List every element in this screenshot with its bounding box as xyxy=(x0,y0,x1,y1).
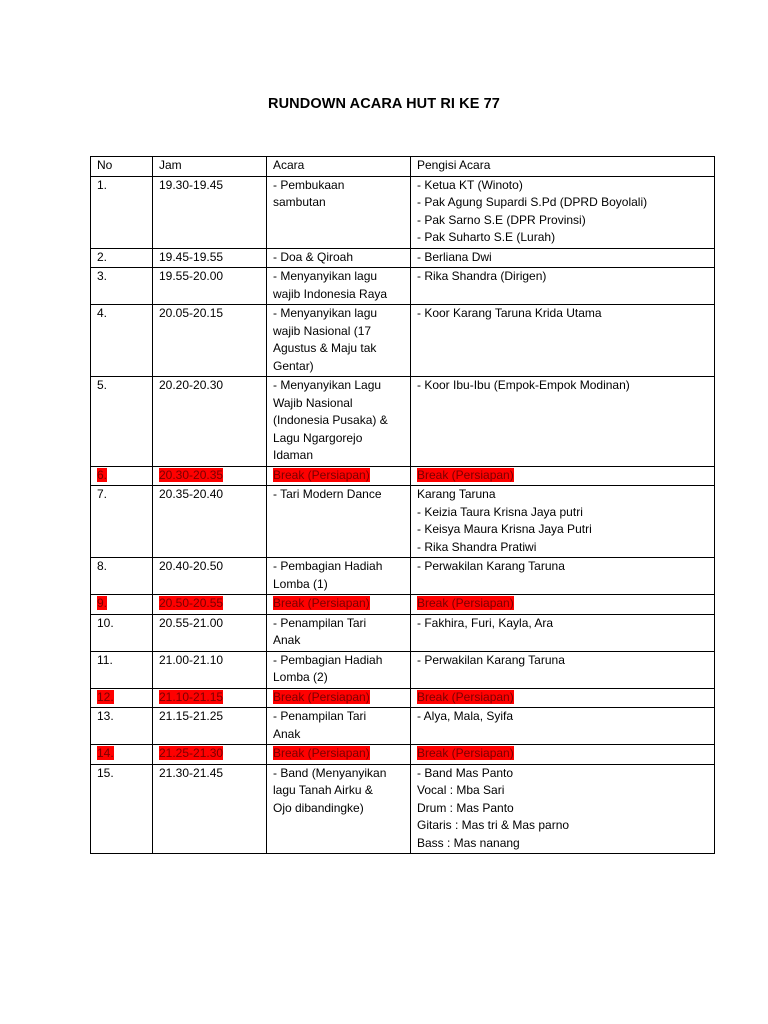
cell-acara xyxy=(267,614,411,651)
cell-acara xyxy=(267,708,411,745)
cell-acara xyxy=(267,377,411,467)
time-range: 21.10-21.15 xyxy=(159,689,224,704)
acara-text: - Pembagian Hadiah xyxy=(273,652,383,667)
cell-pengisi-acara xyxy=(411,466,715,486)
pengisi-text: Gitaris : Mas tri & Mas parno xyxy=(417,818,570,832)
row-number: 9. xyxy=(97,596,108,610)
table-row xyxy=(91,248,715,268)
acara-text: - Penampilan Tari xyxy=(273,615,367,630)
cell-pengisi-acara xyxy=(411,248,715,268)
cell-acara xyxy=(267,595,411,615)
cell-no xyxy=(91,595,153,615)
table-row xyxy=(91,764,715,854)
pengisi-text: - Pak Agung Supardi S.Pd (DPRD Boyolali) xyxy=(417,195,648,209)
cell-no xyxy=(91,764,153,854)
cell-pengisi-acara xyxy=(411,558,715,595)
cell-jam xyxy=(153,651,267,688)
row-number: 3. xyxy=(97,269,108,283)
cell-no xyxy=(91,745,153,765)
time-range: 19.30-19.45 xyxy=(159,177,224,192)
acara-text: - Menyanyikan Lagu xyxy=(273,378,382,392)
cell-jam xyxy=(153,248,267,268)
header-jam: Jam xyxy=(153,157,267,177)
cell-acara xyxy=(267,248,411,268)
cell-no xyxy=(91,558,153,595)
cell-no xyxy=(91,377,153,467)
table-row-break xyxy=(91,595,715,615)
cell-pengisi-acara xyxy=(411,595,715,615)
acara-text: - Menyanyikan lagu xyxy=(273,306,378,320)
header-no: No xyxy=(91,157,153,177)
cell-jam xyxy=(153,745,267,765)
acara-text: Break (Persiapan) xyxy=(273,467,370,482)
row-number: 10. xyxy=(97,615,114,630)
cell-acara xyxy=(267,651,411,688)
table-header-row xyxy=(91,157,715,177)
pengisi-text: - Rika Shandra (Dirigen) xyxy=(417,269,547,283)
time-range: 19.55-20.00 xyxy=(159,269,224,283)
pengisi-text: - Keisya Maura Krisna Jaya Putri xyxy=(417,522,592,536)
pengisi-text: - Fakhira, Furi, Kayla, Ara xyxy=(417,615,554,630)
acara-text: Wajib Nasional xyxy=(273,395,353,410)
cell-acara xyxy=(267,688,411,708)
pengisi-text: - Koor Karang Taruna Krida Utama xyxy=(417,306,602,320)
time-range: 20.05-20.15 xyxy=(159,306,224,320)
cell-acara xyxy=(267,268,411,305)
cell-jam xyxy=(153,486,267,558)
row-number: 4. xyxy=(97,306,108,320)
pengisi-text: - Pak Suharto S.E (Lurah) xyxy=(417,230,556,244)
time-range: 20.20-20.30 xyxy=(159,378,224,392)
table-row xyxy=(91,486,715,558)
time-range: 20.35-20.40 xyxy=(159,487,224,501)
pengisi-text: - Ketua KT (Winoto) xyxy=(417,177,523,192)
cell-jam xyxy=(153,764,267,854)
table-row xyxy=(91,176,715,248)
cell-acara xyxy=(267,176,411,248)
acara-text: Anak xyxy=(273,633,301,647)
table-row xyxy=(91,305,715,377)
acara-text: Lomba (1) xyxy=(273,576,328,591)
pengisi-text: - Perwakilan Karang Taruna xyxy=(417,652,565,667)
cell-no xyxy=(91,248,153,268)
cell-acara xyxy=(267,745,411,765)
acara-text: Gentar) xyxy=(273,358,314,373)
cell-pengisi-acara xyxy=(411,377,715,467)
cell-no xyxy=(91,708,153,745)
pengisi-text: - Keizia Taura Krisna Jaya putri xyxy=(417,504,583,519)
acara-text: Agustus & Maju tak xyxy=(273,341,377,355)
cell-jam xyxy=(153,688,267,708)
cell-acara xyxy=(267,764,411,854)
table-body xyxy=(91,176,715,854)
pengisi-text: Bass : Mas nanang xyxy=(417,835,520,850)
cell-jam xyxy=(153,377,267,467)
pengisi-text: - Rika Shandra Pratiwi xyxy=(417,539,537,554)
row-number: 15. xyxy=(97,765,114,780)
table-row xyxy=(91,558,715,595)
row-number: 12. xyxy=(97,689,114,704)
pengisi-text: Vocal : Mba Sari xyxy=(417,783,505,797)
pengisi-text: Break (Persiapan) xyxy=(417,467,514,482)
cell-acara xyxy=(267,486,411,558)
acara-text: Lagu Ngargorejo xyxy=(273,430,363,445)
cell-acara xyxy=(267,466,411,486)
acara-text: (Indonesia Pusaka) & xyxy=(273,413,388,427)
cell-no xyxy=(91,651,153,688)
cell-no xyxy=(91,305,153,377)
acara-text: wajib Nasional (17 xyxy=(273,323,372,338)
time-range: 21.15-21.25 xyxy=(159,709,224,723)
table-row-break xyxy=(91,745,715,765)
acara-text: Break (Persiapan) xyxy=(273,746,370,760)
pengisi-text: - Koor Ibu-Ibu (Empok-Empok Modinan) xyxy=(417,378,630,392)
time-range: 21.00-21.10 xyxy=(159,652,224,667)
table-row-break xyxy=(91,688,715,708)
row-number: 13. xyxy=(97,709,114,723)
acara-text: - Menyanyikan lagu xyxy=(273,269,378,283)
table-row-break xyxy=(91,466,715,486)
time-range: 20.55-21.00 xyxy=(159,615,224,630)
cell-jam xyxy=(153,595,267,615)
acara-text: Idaman xyxy=(273,448,314,462)
cell-pengisi-acara xyxy=(411,268,715,305)
rundown-table xyxy=(90,156,715,854)
cell-no xyxy=(91,268,153,305)
cell-no xyxy=(91,176,153,248)
cell-pengisi-acara xyxy=(411,688,715,708)
cell-pengisi-acara xyxy=(411,745,715,765)
cell-acara xyxy=(267,305,411,377)
table-row xyxy=(91,708,715,745)
row-number: 1. xyxy=(97,177,108,192)
cell-pengisi-acara xyxy=(411,486,715,558)
cell-pengisi-acara xyxy=(411,764,715,854)
acara-text: lagu Tanah Airku & xyxy=(273,783,373,797)
pengisi-text: Drum : Mas Panto xyxy=(417,800,514,815)
time-range: 20.30-20.35 xyxy=(159,467,224,482)
cell-jam xyxy=(153,708,267,745)
acara-text: Break (Persiapan) xyxy=(273,596,370,610)
acara-text: - Pembagian Hadiah xyxy=(273,559,383,573)
cell-no xyxy=(91,466,153,486)
table-row xyxy=(91,268,715,305)
cell-no xyxy=(91,486,153,558)
row-number: 14. xyxy=(97,746,114,760)
pengisi-text: Break (Persiapan) xyxy=(417,596,514,610)
pengisi-text: - Band Mas Panto xyxy=(417,765,514,780)
pengisi-text: Break (Persiapan) xyxy=(417,689,514,704)
acara-text: Ojo dibandingke) xyxy=(273,800,364,815)
acara-text: - Pembukaan xyxy=(273,177,345,192)
time-range: 20.40-20.50 xyxy=(159,559,224,573)
cell-acara xyxy=(267,558,411,595)
cell-pengisi-acara xyxy=(411,176,715,248)
cell-pengisi-acara xyxy=(411,614,715,651)
cell-no xyxy=(91,688,153,708)
row-number: 5. xyxy=(97,378,108,392)
table-row xyxy=(91,651,715,688)
acara-text: Break (Persiapan) xyxy=(273,689,370,704)
page-title: RUNDOWN ACARA HUT RI KE 77 xyxy=(268,96,500,112)
pengisi-text: Karang Taruna xyxy=(417,487,496,501)
cell-jam xyxy=(153,558,267,595)
row-number: 6. xyxy=(97,467,108,482)
cell-jam xyxy=(153,614,267,651)
acara-text: wajib Indonesia Raya xyxy=(273,286,388,301)
acara-text: Anak xyxy=(273,726,301,741)
table-row xyxy=(91,614,715,651)
time-range: 21.30-21.45 xyxy=(159,765,224,780)
acara-text: - Penampilan Tari xyxy=(273,709,367,723)
cell-pengisi-acara xyxy=(411,708,715,745)
pengisi-text: Break (Persiapan) xyxy=(417,746,514,760)
cell-jam xyxy=(153,466,267,486)
header-pengisi-acara: Pengisi Acara xyxy=(411,157,715,177)
pengisi-text: - Alya, Mala, Syifa xyxy=(417,709,514,723)
acara-text: - Doa & Qiroah xyxy=(273,249,354,264)
pengisi-text: - Pak Sarno S.E (DPR Provinsi) xyxy=(417,212,586,227)
cell-jam xyxy=(153,268,267,305)
acara-text: sambutan xyxy=(273,195,326,209)
time-range: 21.25-21.30 xyxy=(159,746,224,760)
time-range: 19.45-19.55 xyxy=(159,249,224,264)
row-number: 2. xyxy=(97,249,108,264)
time-range: 20.50-20.55 xyxy=(159,596,224,610)
cell-jam xyxy=(153,305,267,377)
acara-text: Lomba (2) xyxy=(273,670,328,684)
table-row xyxy=(91,377,715,467)
row-number: 8. xyxy=(97,559,108,573)
header-acara: Acara xyxy=(267,157,411,177)
cell-pengisi-acara xyxy=(411,305,715,377)
acara-text: - Band (Menyanyikan xyxy=(273,765,387,780)
cell-pengisi-acara xyxy=(411,651,715,688)
acara-text: - Tari Modern Dance xyxy=(273,487,382,501)
row-number: 11. xyxy=(97,652,113,667)
cell-jam xyxy=(153,176,267,248)
pengisi-text: - Berliana Dwi xyxy=(417,249,492,264)
cell-no xyxy=(91,614,153,651)
row-number: 7. xyxy=(97,487,108,501)
pengisi-text: - Perwakilan Karang Taruna xyxy=(417,559,565,573)
